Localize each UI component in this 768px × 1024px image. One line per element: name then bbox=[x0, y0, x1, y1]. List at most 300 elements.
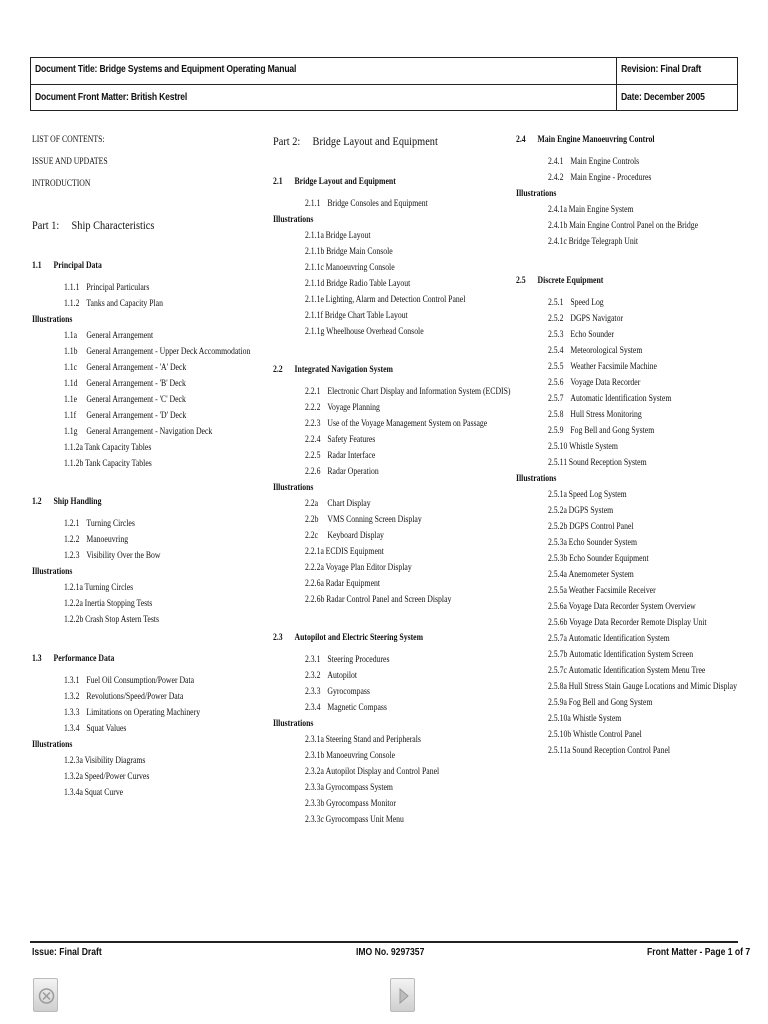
contents-heading: ISSUE AND UPDATES bbox=[32, 156, 108, 166]
entry-number: 2.1.1e bbox=[305, 294, 324, 304]
contents-entry bbox=[548, 458, 647, 467]
entry-title: Magnetic Compass bbox=[327, 702, 387, 712]
entry-title: Anemometer System bbox=[568, 569, 634, 579]
entry-number: 1.1.2a bbox=[64, 442, 83, 452]
contents-entry bbox=[64, 331, 153, 340]
illustrations-heading: Illustrations bbox=[273, 718, 314, 728]
contents-entry bbox=[305, 799, 396, 808]
contents-entry bbox=[548, 634, 670, 643]
section-heading bbox=[273, 177, 396, 186]
contents-entry bbox=[64, 535, 128, 544]
entry-title: Safety Features bbox=[327, 434, 376, 444]
entry-number: 1.2.3 bbox=[64, 550, 80, 560]
entry-title: General Arrangement - 'C' Deck bbox=[86, 394, 186, 404]
contents-entry bbox=[548, 173, 651, 182]
entry-number: 2.4.1c bbox=[548, 236, 567, 246]
entry-title: Main Engine Control Panel on the Bridge bbox=[569, 220, 699, 230]
part-heading bbox=[273, 135, 438, 147]
contents-entry bbox=[305, 247, 393, 256]
close-button[interactable] bbox=[33, 978, 58, 1012]
contents-entry bbox=[305, 815, 404, 824]
entry-number: 2.5.6a bbox=[548, 601, 567, 611]
contents-entry bbox=[64, 443, 151, 452]
contents-entry bbox=[64, 363, 186, 372]
contents-entry bbox=[305, 687, 370, 696]
entry-number: 2.5.3b bbox=[548, 553, 568, 563]
entry-title: Fuel Oil Consumption/Power Data bbox=[86, 675, 195, 685]
entry-number: 2.4.1a bbox=[548, 204, 567, 214]
entry-title: General Arrangement - 'D' Deck bbox=[86, 410, 187, 420]
entry-number: 2.2.4 bbox=[305, 434, 321, 444]
entry-title: Echo Sounder Equipment bbox=[569, 553, 649, 563]
section-title: Performance Data bbox=[53, 653, 115, 663]
contents-entry bbox=[305, 531, 384, 540]
section-number: 2.3 bbox=[273, 632, 283, 642]
contents-entry bbox=[305, 199, 428, 208]
entry-title: Tank Capacity Tables bbox=[85, 458, 152, 468]
contents-entry bbox=[305, 671, 357, 680]
entry-title: Voyage Data Recorder Remote Display Unit bbox=[569, 617, 707, 627]
entry-number: 1.3.2a bbox=[64, 771, 83, 781]
entry-title: Manoeuvring Console bbox=[326, 750, 396, 760]
entry-title: Bridge Consoles and Equipment bbox=[327, 198, 428, 208]
contents-entry bbox=[64, 427, 212, 436]
contents-entry bbox=[548, 157, 639, 166]
contents-entry bbox=[64, 283, 149, 292]
part-title: Bridge Layout and Equipment bbox=[312, 134, 438, 148]
document-front-matter: Document Front Matter: British Kestrel bbox=[35, 92, 188, 103]
part-number: Part 1: bbox=[32, 218, 60, 232]
contents-entry bbox=[305, 735, 421, 744]
entry-number: 2.5.3 bbox=[548, 329, 564, 339]
contents-entry bbox=[305, 435, 375, 444]
entry-title: General Arrangement - 'B' Deck bbox=[86, 378, 186, 388]
contents-entry bbox=[64, 756, 145, 765]
entry-title: Automatic Identification System bbox=[570, 393, 672, 403]
contents-entry bbox=[548, 442, 618, 451]
entry-number: 1.1c bbox=[64, 362, 78, 372]
section-number: 2.4 bbox=[516, 134, 526, 144]
contents-entry bbox=[64, 347, 250, 356]
entry-title: Electronic Chart Display and Information System (ECDIS) bbox=[327, 386, 511, 396]
entry-title: Manoeuvring bbox=[86, 534, 129, 544]
entry-title: Tanks and Capacity Plan bbox=[86, 298, 163, 308]
entry-number: 2.3.3a bbox=[305, 782, 324, 792]
entry-number: 2.3.1 bbox=[305, 654, 321, 664]
entry-title: Limitations on Operating Machinery bbox=[86, 707, 201, 717]
entry-number: 2.3.3 bbox=[305, 686, 321, 696]
entry-title: ECDIS Equipment bbox=[325, 546, 384, 556]
entry-number: 1.1d bbox=[64, 378, 78, 388]
part-number: Part 2: bbox=[273, 134, 301, 148]
contents-entry bbox=[548, 298, 604, 307]
entry-title: Main Engine - Procedures bbox=[570, 172, 652, 182]
section-number: 2.1 bbox=[273, 176, 283, 186]
entry-number: 2.1.1a bbox=[305, 230, 324, 240]
entry-number: 2.5.7b bbox=[548, 649, 568, 659]
section-title: Discrete Equipment bbox=[537, 275, 604, 285]
entry-title: Lighting, Alarm and Detection Control Panel bbox=[325, 294, 466, 304]
entry-title: Fog Bell and Gong System bbox=[568, 697, 653, 707]
entry-title: Radar Control Panel and Screen Display bbox=[326, 594, 452, 604]
contents-entry bbox=[548, 650, 693, 659]
entry-title: Whistle System bbox=[569, 441, 618, 451]
section-heading bbox=[32, 497, 101, 506]
entry-title: DGPS Control Panel bbox=[569, 521, 634, 531]
contents-entry bbox=[548, 586, 656, 595]
entry-title: Radar Operation bbox=[327, 466, 379, 476]
entry-title: Chart Display bbox=[327, 498, 371, 508]
contents-entry bbox=[548, 570, 634, 579]
entry-number: 2.5.3a bbox=[548, 537, 567, 547]
next-page-button[interactable] bbox=[390, 978, 415, 1012]
entry-title: Radar Interface bbox=[327, 450, 376, 460]
contents-entry bbox=[548, 362, 657, 371]
contents-entry bbox=[305, 547, 384, 556]
document-header-box bbox=[30, 57, 738, 111]
entry-title: Bridge Radio Table Layout bbox=[326, 278, 411, 288]
contents-entry bbox=[305, 703, 387, 712]
entry-number: 2.3.3c bbox=[305, 814, 324, 824]
contents-entry bbox=[548, 314, 623, 323]
entry-number: 1.1b bbox=[64, 346, 78, 356]
entry-title: Radar Equipment bbox=[325, 578, 381, 588]
entry-title: General Arrangement - 'A' Deck bbox=[86, 362, 187, 372]
entry-number: 2.5.6 bbox=[548, 377, 564, 387]
entry-number: 2.1.1 bbox=[305, 198, 321, 208]
entry-number: 2.5.8a bbox=[548, 681, 567, 691]
footer-imo-number: IMO No. 9297357 bbox=[356, 947, 425, 958]
contents-entry bbox=[64, 708, 200, 717]
entry-title: Use of the Voyage Management System on Passage bbox=[327, 418, 488, 428]
section-number: 1.1 bbox=[32, 260, 42, 270]
entry-title: Automatic Identification System Screen bbox=[569, 649, 694, 659]
section-heading bbox=[273, 365, 393, 374]
entry-number: 2.5.10 bbox=[548, 441, 568, 451]
entry-title: Wheelhouse Overhead Console bbox=[326, 326, 424, 336]
entry-number: 2.5.11a bbox=[548, 745, 571, 755]
entry-number: 1.1.2 bbox=[64, 298, 80, 308]
entry-title: Bridge Main Console bbox=[326, 246, 393, 256]
section-heading bbox=[273, 633, 423, 642]
entry-title: Whistle Control Panel bbox=[572, 729, 642, 739]
entry-number: 2.2.1 bbox=[305, 386, 321, 396]
entry-title: Turning Circles bbox=[86, 518, 135, 528]
entry-number: 2.5.9a bbox=[548, 697, 567, 707]
contents-entry bbox=[64, 724, 126, 733]
contents-entry bbox=[64, 788, 123, 797]
close-icon bbox=[34, 979, 59, 1013]
entry-number: 2.2b bbox=[305, 514, 319, 524]
entry-number: 1.1f bbox=[64, 410, 77, 420]
contents-entry bbox=[64, 772, 149, 781]
entry-number: 2.5.9 bbox=[548, 425, 564, 435]
entry-number: 2.2.1a bbox=[305, 546, 324, 556]
entry-number: 2.5.4 bbox=[548, 345, 564, 355]
entry-number: 1.3.3 bbox=[64, 707, 80, 717]
entry-title: General Arrangement bbox=[86, 330, 154, 340]
entry-title: Turning Circles bbox=[84, 582, 134, 592]
contents-entry bbox=[305, 451, 375, 460]
entry-number: 2.5.8 bbox=[548, 409, 564, 419]
contents-entry bbox=[305, 263, 395, 272]
entry-title: DGPS System bbox=[568, 505, 614, 515]
entry-number: 2.1.1b bbox=[305, 246, 325, 256]
contents-entry bbox=[305, 403, 380, 412]
entry-title: Keyboard Display bbox=[327, 530, 384, 540]
entry-title: Automatic Identification System bbox=[568, 633, 670, 643]
entry-title: Speed/Power Curves bbox=[84, 771, 150, 781]
entry-title: Autopilot Display and Control Panel bbox=[325, 766, 440, 776]
entry-title: Autopilot bbox=[327, 670, 358, 680]
entry-title: Whistle System bbox=[572, 713, 622, 723]
contents-heading: INTRODUCTION bbox=[32, 178, 91, 188]
entry-number: 2.5.5a bbox=[548, 585, 567, 595]
contents-entry bbox=[64, 692, 183, 701]
illustrations-heading: Illustrations bbox=[32, 739, 73, 749]
contents-entry bbox=[64, 299, 163, 308]
contents-entry bbox=[305, 499, 371, 508]
section-number: 1.2 bbox=[32, 496, 42, 506]
entry-number: 1.2.2a bbox=[64, 598, 83, 608]
entry-title: Fog Bell and Gong System bbox=[570, 425, 655, 435]
entry-title: Speed Log System bbox=[568, 489, 627, 499]
entry-number: 2.5.7c bbox=[548, 665, 567, 675]
contents-entry bbox=[548, 346, 642, 355]
entry-title: Steering Procedures bbox=[327, 654, 390, 664]
entry-title: VMS Conning Screen Display bbox=[327, 514, 422, 524]
entry-title: Voyage Data Recorder System Overview bbox=[568, 601, 696, 611]
contents-entry bbox=[305, 515, 422, 524]
footer-rule bbox=[30, 941, 738, 943]
entry-title: Voyage Data Recorder bbox=[570, 377, 641, 387]
entry-number: 2.5.11 bbox=[548, 457, 568, 467]
entry-number: 2.4.2 bbox=[548, 172, 564, 182]
section-heading bbox=[32, 654, 114, 663]
entry-number: 2.5.5 bbox=[548, 361, 564, 371]
entry-title: Manoeuvring Console bbox=[325, 262, 395, 272]
contents-entry bbox=[548, 746, 670, 755]
entry-title: Hull Stress Monitoring bbox=[570, 409, 642, 419]
contents-entry bbox=[548, 522, 634, 531]
entry-number: 2.2a bbox=[305, 498, 319, 508]
contents-entry bbox=[548, 538, 637, 547]
entry-title: Bridge Layout bbox=[325, 230, 371, 240]
entry-title: Hull Stress Stain Gauge Locations and Mimic Display bbox=[568, 681, 737, 691]
entry-number: 1.1.2b bbox=[64, 458, 84, 468]
contents-entry bbox=[64, 411, 186, 420]
contents-entry bbox=[548, 330, 614, 339]
contents-entry bbox=[64, 615, 159, 624]
contents-entry bbox=[305, 467, 379, 476]
entry-number: 1.3.4 bbox=[64, 723, 80, 733]
contents-entry bbox=[548, 602, 696, 611]
contents-entry bbox=[548, 237, 638, 246]
contents-entry bbox=[64, 551, 160, 560]
contents-entry bbox=[548, 730, 642, 739]
contents-entry bbox=[64, 519, 135, 528]
entry-title: Gyrocompass bbox=[327, 686, 370, 696]
entry-number: 2.1.1g bbox=[305, 326, 325, 336]
entry-title: Principal Particulars bbox=[86, 282, 150, 292]
entry-title: Revolutions/Speed/Power Data bbox=[86, 691, 184, 701]
entry-title: Gyrocompass Monitor bbox=[326, 798, 396, 808]
section-title: Bridge Layout and Equipment bbox=[294, 176, 396, 186]
entry-number: 2.5.1 bbox=[548, 297, 564, 307]
contents-entry bbox=[305, 387, 511, 396]
entry-number: 1.2.1 bbox=[64, 518, 80, 528]
entry-title: Squat Values bbox=[86, 723, 127, 733]
entry-number: 2.5.10a bbox=[548, 713, 571, 723]
entry-title: Gyrocompass System bbox=[325, 782, 393, 792]
contents-entry bbox=[305, 311, 408, 320]
entry-number: 2.2.6 bbox=[305, 466, 321, 476]
entry-number: 2.5.6b bbox=[548, 617, 568, 627]
contents-entry bbox=[548, 205, 634, 214]
contents-entry bbox=[305, 767, 439, 776]
entry-number: 2.2.6a bbox=[305, 578, 324, 588]
entry-title: Gyrocompass Unit Menu bbox=[325, 814, 404, 824]
section-heading bbox=[32, 261, 102, 270]
entry-number: 2.2.3 bbox=[305, 418, 321, 428]
entry-title: Visibility Diagrams bbox=[84, 755, 146, 765]
illustrations-heading: Illustrations bbox=[273, 214, 314, 224]
illustrations-heading: Illustrations bbox=[516, 188, 557, 198]
part-title: Ship Characteristics bbox=[71, 218, 155, 232]
contents-entry bbox=[305, 751, 395, 760]
entry-title: Automatic Identification System Menu Tree bbox=[568, 665, 706, 675]
footer-page-number: Front Matter - Page 1 of 7 bbox=[647, 947, 751, 958]
entry-number: 2.3.3b bbox=[305, 798, 325, 808]
contents-entry bbox=[548, 682, 737, 691]
entry-number: 1.3.1 bbox=[64, 675, 80, 685]
entry-number: 2.3.2 bbox=[305, 670, 321, 680]
entry-number: 1.2.1a bbox=[64, 582, 83, 592]
contents-entry bbox=[305, 783, 393, 792]
entry-title: Inertia Stopping Tests bbox=[84, 598, 153, 608]
entry-number: 2.2.6b bbox=[305, 594, 325, 604]
contents-entry bbox=[548, 490, 627, 499]
entry-number: 1.3.4a bbox=[64, 787, 83, 797]
entry-number: 2.5.7 bbox=[548, 393, 564, 403]
entry-number: 1.1.1 bbox=[64, 282, 80, 292]
section-title: Principal Data bbox=[53, 260, 102, 270]
entry-title: General Arrangement - Upper Deck Accommodation bbox=[86, 346, 251, 356]
revision: Revision: Final Draft bbox=[621, 64, 702, 75]
entry-number: 2.5.7a bbox=[548, 633, 567, 643]
section-title: Main Engine Manoeuvring Control bbox=[537, 134, 655, 144]
entry-number: 2.5.2a bbox=[548, 505, 567, 515]
entry-number: 2.3.4 bbox=[305, 702, 321, 712]
footer-issue: Issue: Final Draft bbox=[32, 947, 102, 958]
contents-entry bbox=[305, 419, 487, 428]
entry-number: 1.3.2 bbox=[64, 691, 80, 701]
entry-number: 1.1g bbox=[64, 426, 78, 436]
illustrations-heading: Illustrations bbox=[32, 314, 73, 324]
entry-number: 2.3.1a bbox=[305, 734, 324, 744]
entry-number: 1.2.2b bbox=[64, 614, 84, 624]
entry-number: 2.5.2b bbox=[548, 521, 568, 531]
contents-entry bbox=[305, 579, 380, 588]
entry-title: Echo Sounder bbox=[570, 329, 615, 339]
entry-title: Meteorological System bbox=[570, 345, 643, 355]
entry-title: Sound Reception Control Panel bbox=[572, 745, 671, 755]
entry-number: 2.1.1f bbox=[305, 310, 324, 320]
entry-number: 2.4.1b bbox=[548, 220, 568, 230]
contents-entry bbox=[548, 426, 654, 435]
entry-number: 2.5.2 bbox=[548, 313, 564, 323]
section-title: Ship Handling bbox=[53, 496, 102, 506]
entry-title: Visibility Over the Bow bbox=[86, 550, 161, 560]
contents-entry bbox=[305, 327, 424, 336]
entry-title: Steering Stand and Peripherals bbox=[325, 734, 421, 744]
contents-entry bbox=[548, 378, 640, 387]
contents-entry bbox=[305, 563, 412, 572]
section-title: Autopilot and Electric Steering System bbox=[294, 632, 424, 642]
entry-title: Main Engine Controls bbox=[570, 156, 640, 166]
contents-entry bbox=[548, 714, 621, 723]
contents-entry bbox=[305, 279, 410, 288]
entry-number: 2.2.5 bbox=[305, 450, 321, 460]
contents-entry bbox=[64, 583, 133, 592]
entry-title: General Arrangement - Navigation Deck bbox=[86, 426, 213, 436]
entry-title: Sound Reception System bbox=[568, 457, 647, 467]
section-title: Integrated Navigation System bbox=[294, 364, 393, 374]
part-heading bbox=[32, 219, 154, 231]
entry-number: 2.5.1a bbox=[548, 489, 567, 499]
entry-number: 2.1.1d bbox=[305, 278, 325, 288]
contents-entry bbox=[305, 595, 451, 604]
illustrations-heading: Illustrations bbox=[516, 473, 557, 483]
entry-number: 2.4.1 bbox=[548, 156, 564, 166]
entry-title: Squat Curve bbox=[84, 787, 124, 797]
entry-number: 2.2.2 bbox=[305, 402, 321, 412]
section-number: 2.5 bbox=[516, 275, 526, 285]
entry-number: 1.2.3a bbox=[64, 755, 83, 765]
section-number: 2.2 bbox=[273, 364, 283, 374]
entry-number: 2.5.4a bbox=[548, 569, 567, 579]
section-heading bbox=[516, 135, 655, 144]
entry-title: Tank Capacity Tables bbox=[84, 442, 152, 452]
contents-entry bbox=[548, 666, 705, 675]
contents-entry bbox=[548, 618, 707, 627]
entry-number: 2.2c bbox=[305, 530, 319, 540]
entry-title: Bridge Telegraph Unit bbox=[568, 236, 639, 246]
contents-entry bbox=[64, 379, 186, 388]
entry-number: 2.3.2a bbox=[305, 766, 324, 776]
entry-number: 1.2.2 bbox=[64, 534, 80, 544]
entry-number: 1.1a bbox=[64, 330, 78, 340]
contents-entry bbox=[548, 698, 653, 707]
entry-number: 2.1.1c bbox=[305, 262, 324, 272]
contents-entry bbox=[548, 394, 671, 403]
contents-entry bbox=[548, 410, 642, 419]
entry-title: Speed Log bbox=[570, 297, 604, 307]
contents-entry bbox=[305, 231, 371, 240]
section-heading bbox=[516, 276, 603, 285]
entry-title: Weather Facsimile Receiver bbox=[568, 585, 656, 595]
contents-entry bbox=[64, 676, 194, 685]
entry-number: 2.2.2a bbox=[305, 562, 324, 572]
contents-entry bbox=[305, 655, 389, 664]
entry-title: Crash Stop Astern Tests bbox=[85, 614, 160, 624]
entry-number: 2.3.1b bbox=[305, 750, 325, 760]
entry-title: Voyage Planning bbox=[327, 402, 380, 412]
illustrations-heading: Illustrations bbox=[32, 566, 73, 576]
entry-title: Voyage Plan Editor Display bbox=[325, 562, 412, 572]
contents-entry bbox=[64, 459, 152, 468]
contents-entry bbox=[64, 599, 152, 608]
